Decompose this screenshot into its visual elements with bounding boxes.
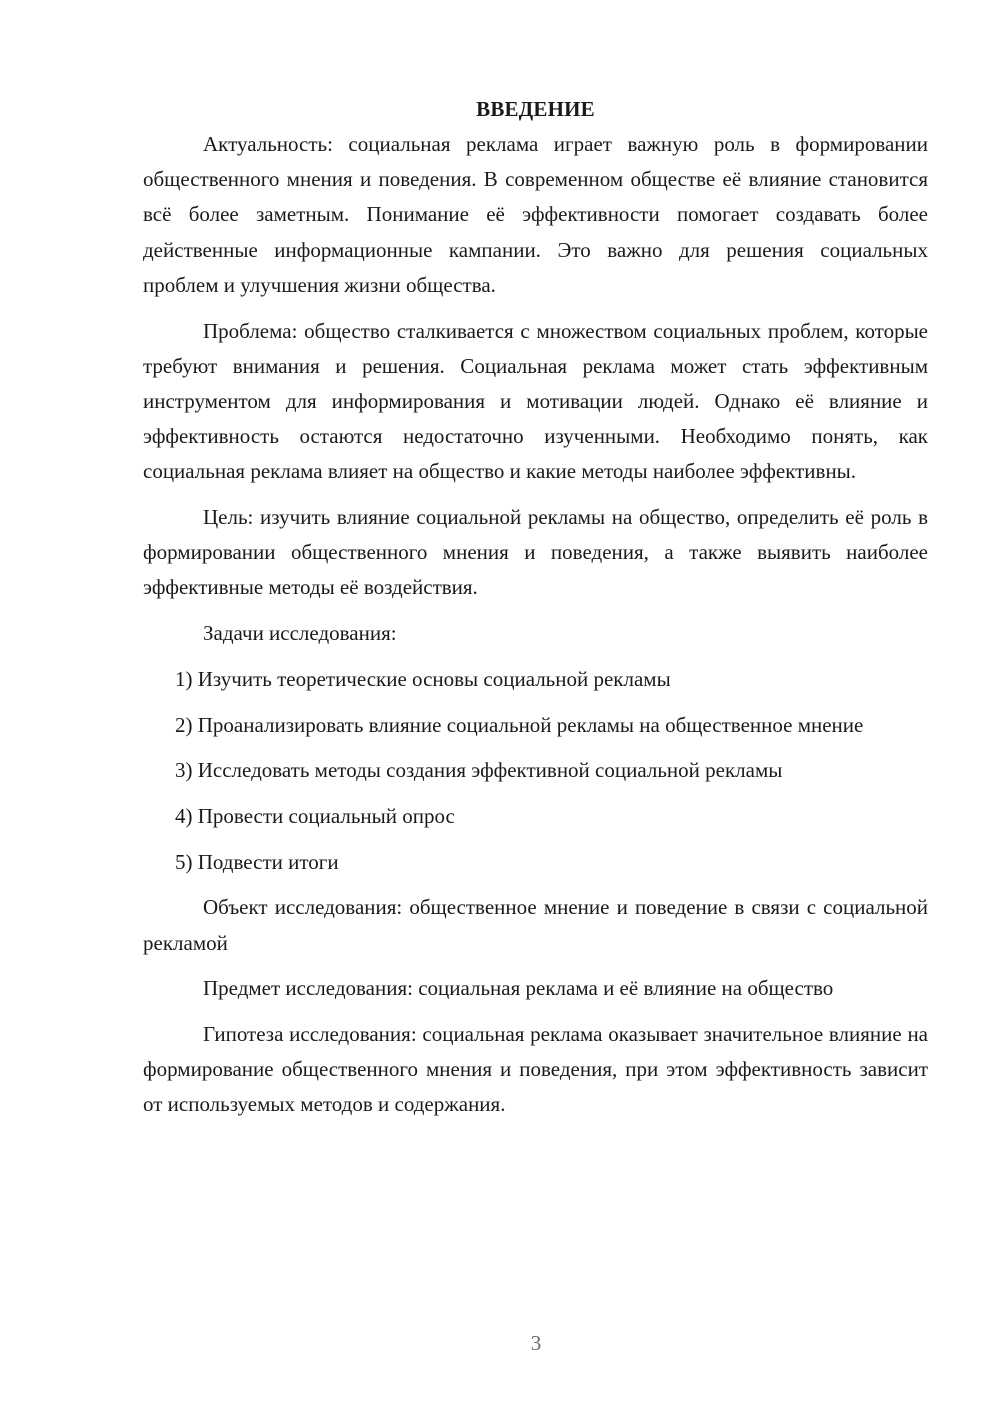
paragraph-object: Объект исследования: общественное мнение и поведение в связи с социальной рекламой xyxy=(143,895,928,955)
task-list-item: 4) Провести социальный опрос xyxy=(175,803,455,828)
task-list-item: 3) Исследовать методы создания эффективной социальной рекламы xyxy=(175,758,783,783)
task-list-item: 1) Изучить теоретические основы социальной рекламы xyxy=(175,666,671,691)
document-page xyxy=(143,92,928,1123)
paragraph-problem: Проблема: общество сталкивается с множеством социальных проблем, которые требуют внимания и решения. Социальная реклама может стать эффективным инструментом для информирования и мотивации людей. Однако её влияние и эффективность остаются недостаточно изученными. Необходимо понять, как социальная реклама влияет на общество и какие методы наиболее эффективны. xyxy=(143,318,928,484)
paragraph-subject: Предмет исследования: социальная реклама и её влияние на общество xyxy=(203,976,834,1001)
tasks-heading: Задачи исследования: xyxy=(203,621,397,646)
page-title: ВВЕДЕНИЕ xyxy=(476,97,595,121)
paragraph-goal: Цель: изучить влияние социальной рекламы на общество, определить её роль в формировании общественного мнения и поведения, а также выявить наиболее эффективные методы её воздействия. xyxy=(143,505,928,600)
task-list-item: 5) Подвести итоги xyxy=(175,849,339,874)
page-number: 3 xyxy=(530,1331,542,1355)
paragraph-hypothesis: Гипотеза исследования: социальная реклама оказывает значительное влияние на формирование общественного мнения и поведения, при этом эффективность зависит от используемых методов и содержания. xyxy=(143,1021,928,1117)
task-list-item: 2) Проанализировать влияние социальной рекламы на общественное мнение xyxy=(175,712,864,737)
paragraph-relevance: Актуальность: социальная реклама играет важную роль в формировании общественного мнения и поведения. В современном обществе её влияние становится всё более заметным. Понимание её эффективности помогает создавать более действенные информационные кампании. Это важно для решения социальных проблем и улучшения жизни общества. xyxy=(143,132,928,297)
